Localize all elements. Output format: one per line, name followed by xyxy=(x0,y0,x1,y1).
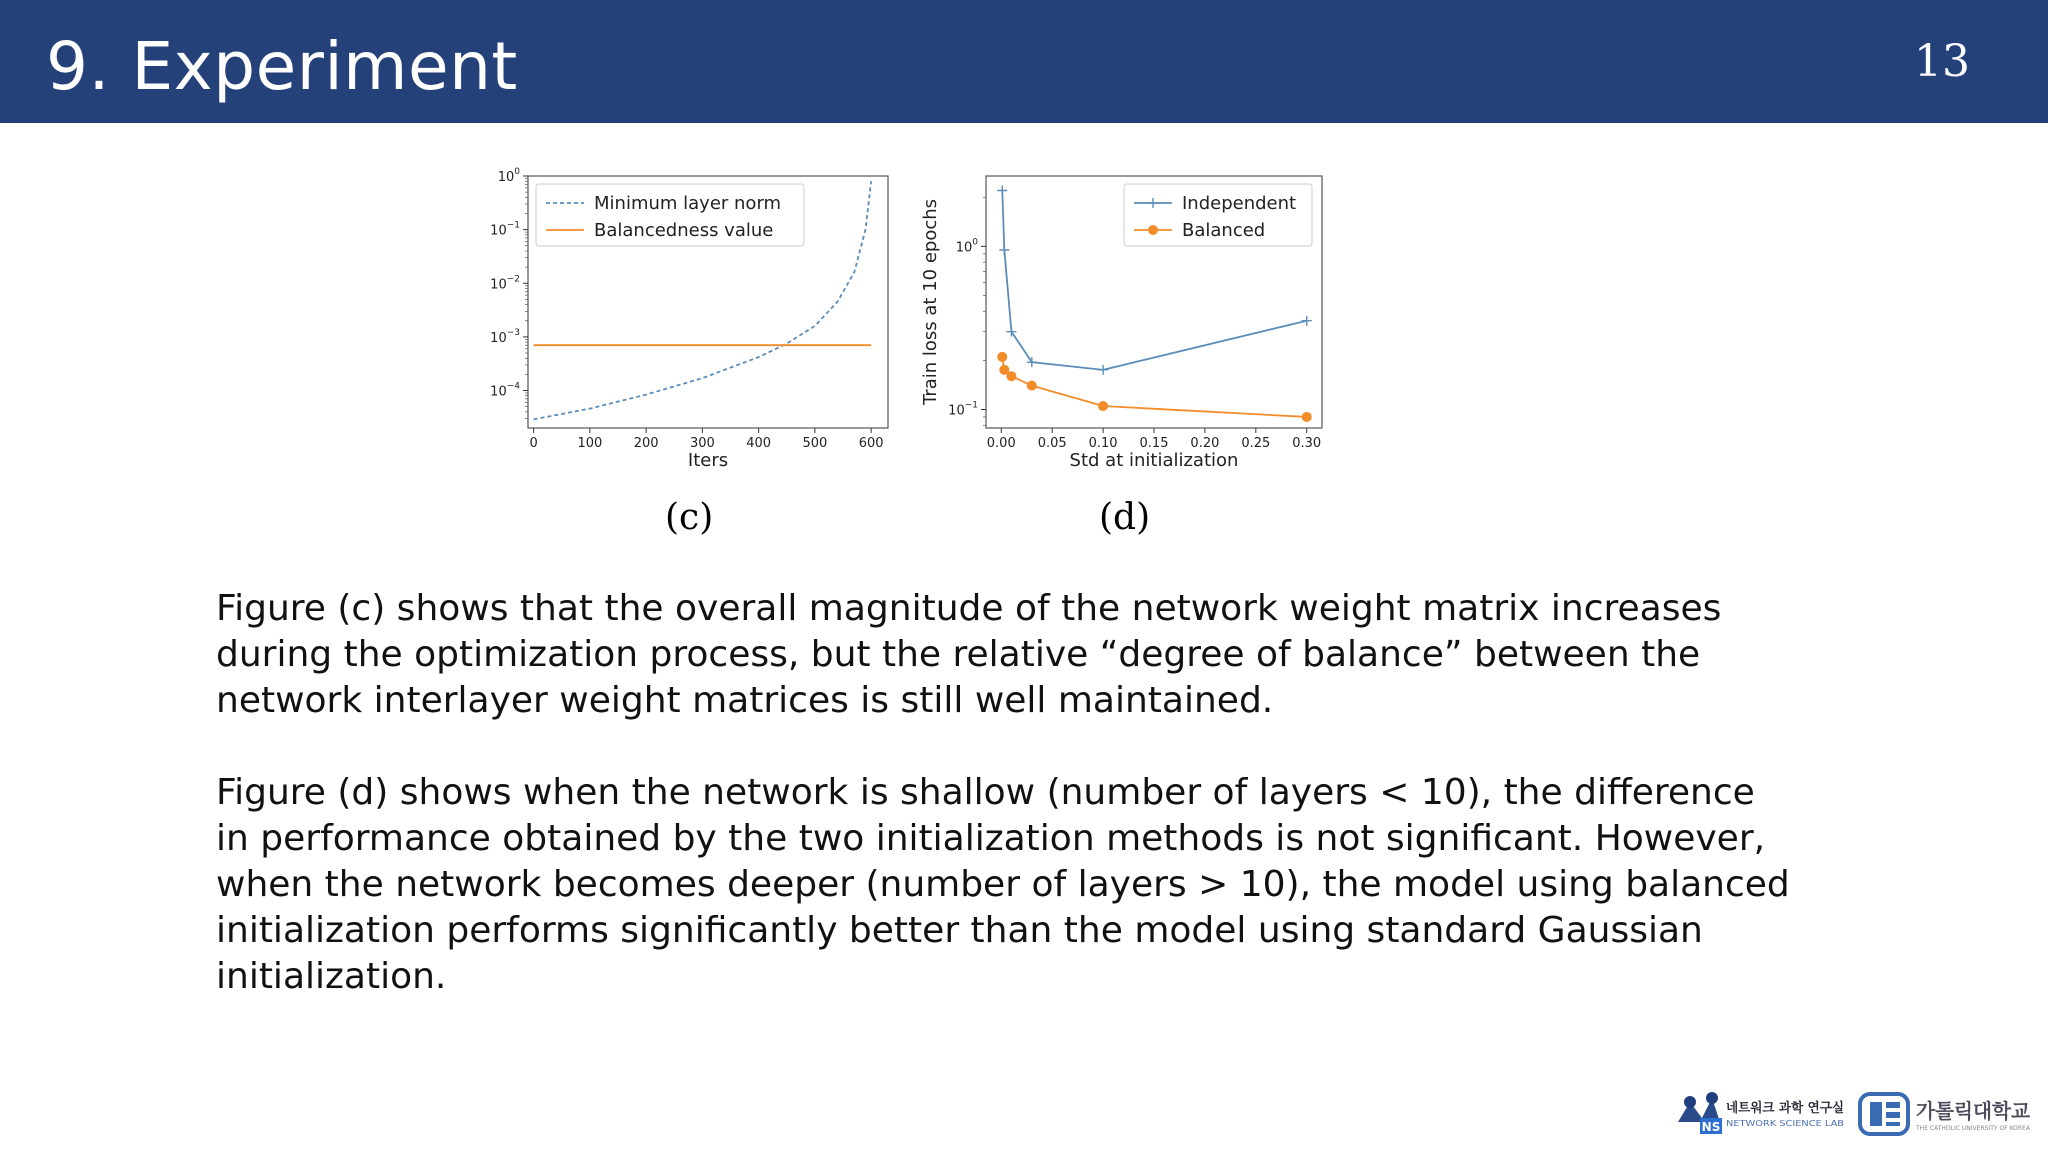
paragraph-c-line: network interlayer weight matrices is still well maintained. xyxy=(216,680,1274,721)
y-tick-label xyxy=(490,274,520,292)
x-tick-label: 0.10 xyxy=(1088,436,1118,451)
y-tick-base: 10 xyxy=(490,223,507,239)
legend-label: Minimum layer norm xyxy=(594,193,782,214)
y-tick-exponent: 0 xyxy=(514,167,520,177)
paragraph-d-line: Figure (d) shows when the network is shallow (number of layers < 10), the difference xyxy=(216,772,1755,813)
lab-mark: NS xyxy=(1701,1120,1721,1134)
university-name-english: THE CATHOLIC UNIVERSITY OF KOREA xyxy=(1914,1125,2031,1132)
university-name-korean: 가톨릭대학교 xyxy=(1916,1099,2031,1123)
legend-label: Balancedness value xyxy=(594,220,774,241)
y-tick-base: 10 xyxy=(490,384,507,400)
y-tick-base: 10 xyxy=(497,170,515,185)
paragraph-d-line: when the network becomes deeper (number of layers > 10), the model using balanced xyxy=(216,864,1790,905)
x-tick-label: 100 xyxy=(577,436,603,451)
x-axis-label: Iters xyxy=(687,450,729,471)
paragraph-d-line: in performance obtained by the two initialization methods is not significant. However, xyxy=(216,818,1766,859)
y-tick-exponent: −3 xyxy=(506,327,520,338)
lab-name-english: NETWORK SCIENCE LAB xyxy=(1726,1119,1844,1128)
y-tick-exponent: 0 xyxy=(972,237,978,248)
catholic-university-logo xyxy=(1860,1094,2031,1134)
figure-label-d: (d) xyxy=(1099,497,1151,538)
x-tick-label: 0.15 xyxy=(1139,436,1169,451)
paragraph-c-line: during the optimization process, but the relative “degree of balance” between the xyxy=(216,634,1701,675)
x-tick-label: 0 xyxy=(529,436,538,451)
y-tick-label xyxy=(948,400,978,418)
legend-label: Balanced xyxy=(1182,220,1266,241)
y-tick-label xyxy=(490,382,520,400)
chart-d xyxy=(910,170,1330,480)
paragraph-figure-d xyxy=(216,770,1856,1000)
lab-name-korean: 네트워크 과학 연구실 xyxy=(1726,1101,1849,1116)
slide-title: 9. Experiment xyxy=(46,28,518,105)
page-number: 13 xyxy=(1914,36,1970,87)
y-tick-exponent: −4 xyxy=(506,381,520,392)
y-tick-base: 10 xyxy=(948,403,965,419)
x-tick-label: 400 xyxy=(746,436,772,451)
data-point xyxy=(1006,371,1016,381)
data-point xyxy=(1302,412,1312,422)
x-axis-label: Std at initialization xyxy=(1069,450,1239,471)
figure-label-c: (c) xyxy=(665,497,714,538)
paragraph-figure-c xyxy=(216,586,1856,724)
y-tick-base: 10 xyxy=(490,330,507,346)
paragraph-c-line: Figure (c) shows that the overall magnitude of the network weight matrix increases xyxy=(216,588,1722,629)
x-tick-label: 0.20 xyxy=(1190,436,1220,451)
y-tick-label xyxy=(490,221,520,239)
paragraph-d-line: initialization. xyxy=(216,956,447,997)
data-point xyxy=(997,352,1007,362)
y-tick-exponent: −2 xyxy=(506,274,520,285)
x-tick-label: 600 xyxy=(858,436,884,451)
legend-label: Independent xyxy=(1182,193,1297,214)
x-tick-label: 500 xyxy=(802,436,828,451)
paragraph-d-line: initialization performs significantly better than the model using standard Gaussian xyxy=(216,910,1703,951)
chart-c xyxy=(470,167,910,480)
network-science-lab-logo xyxy=(1678,1092,1849,1134)
y-tick-label xyxy=(490,328,520,346)
y-tick-exponent: −1 xyxy=(964,400,978,411)
data-point xyxy=(1098,401,1108,411)
y-tick-base: 10 xyxy=(955,240,973,256)
x-tick-label: 200 xyxy=(633,436,659,451)
data-point xyxy=(1027,381,1037,391)
x-tick-label: 0.00 xyxy=(986,436,1016,451)
title-bar xyxy=(0,0,2048,123)
y-axis-label: Train loss at 10 epochs xyxy=(920,198,941,406)
y-tick-exponent: −1 xyxy=(506,220,520,231)
x-tick-label: 0.25 xyxy=(1241,436,1271,451)
y-tick-base: 10 xyxy=(490,277,507,293)
footer-logos xyxy=(1674,1088,2034,1144)
x-tick-label: 0.30 xyxy=(1292,436,1322,451)
y-tick-label xyxy=(498,167,521,185)
legend-marker xyxy=(1148,225,1158,235)
x-tick-label: 0.05 xyxy=(1037,436,1067,451)
y-tick-label xyxy=(956,237,979,255)
x-tick-label: 300 xyxy=(689,436,715,451)
